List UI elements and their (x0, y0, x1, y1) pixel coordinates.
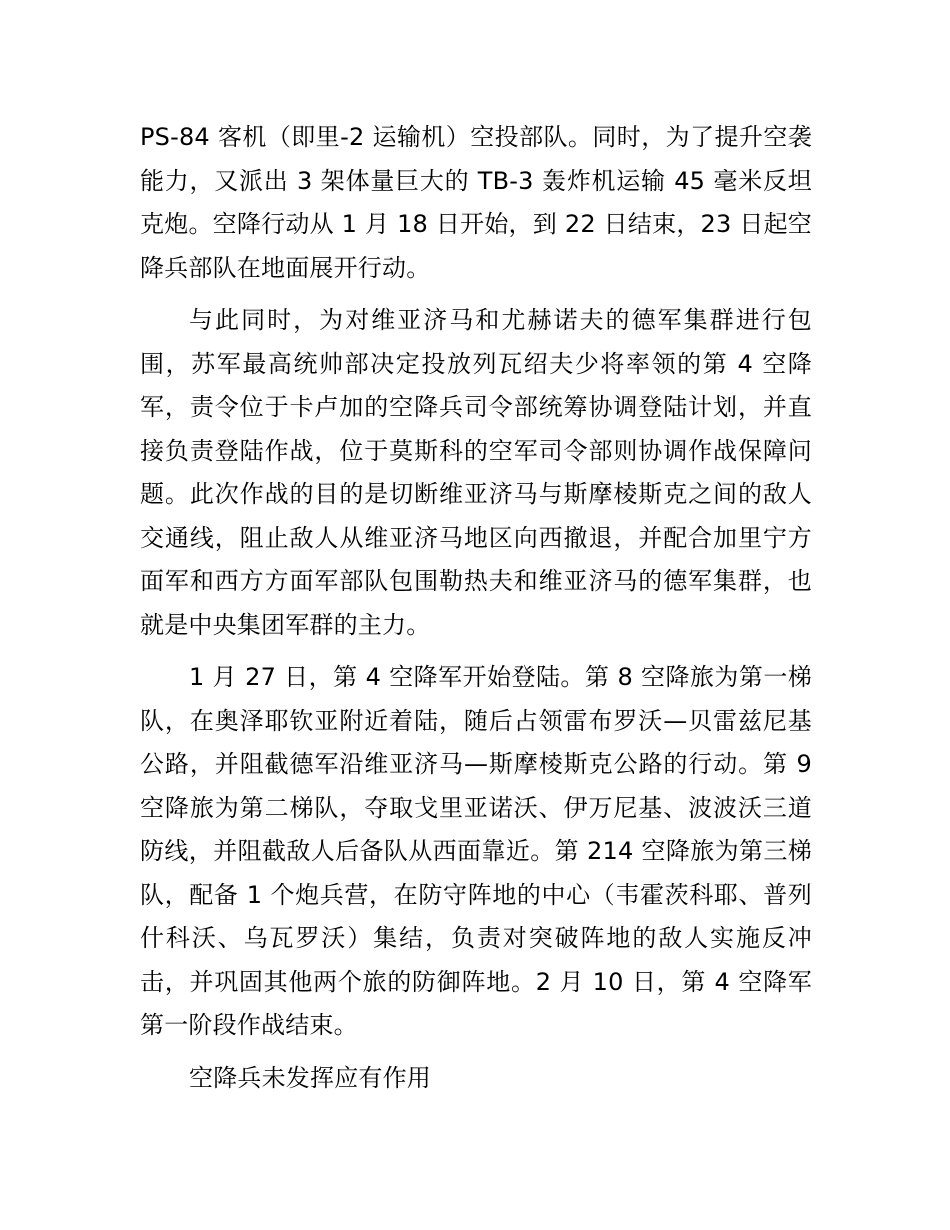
document-body (140, 116, 812, 1109)
paragraph-landing-echelons: 1 月 27 日，第 4 空降军开始登陆。第 8 空降旅为第一梯队，在奥泽耶钦亚附近着陆，随后占领雷布罗沃—贝雷兹尼基公路，并阻截德军沿维亚济马—斯摩棱斯克公路的行动。第 9 空降旅为第二梯队，夺取戈里亚诺沃、伊万尼基、波波沃三道防线，并阻截敌人后备队从西面靠近。第 214 空降旅为第三梯队，配备 1 个炮兵营，在防守阵地的中心（韦霍茨科耶、普列什科沃、乌瓦罗沃）集结，负责对突破阵地的敌人实施反冲击，并巩固其他两个旅的防御阵地。2 月 10 日，第 4 空降军第一阶段作战结束。 (140, 663, 812, 1039)
section-heading: 空降兵未发挥应有作用 (189, 1063, 431, 1092)
paragraph-airdrop-operation: PS-84 客机（即里-2 运输机）空投部队。同时，为了提升空袭能力，又派出 3 架体量巨大的 TB-3 轰炸机运输 45 毫米反坦克炮。空降行动从 1 月 18 日开始，到 22 日结束，23 日起空降兵部队在地面展开行动。 (140, 123, 812, 282)
paragraph-4th-airborne-corps-plan: 与此同时，为对维亚济马和尤赫诺夫的德军集群进行包围，苏军最高统帅部决定投放列瓦绍夫少将率领的第 4 空降军，责令位于卡卢加的空降兵司令部统筹协调登陆计划，并直接负责登陆作战，位于莫斯科的空军司令部则协调作战保障问题。此次作战的目的是切断维亚济马与斯摩棱斯克之间的敌人交通线，阻止敌人从维亚济马地区向西撤退，并配合加里宁方面军和西方方面军部队包围勒热夫和维亚济马的德军集群，也就是中央集团军群的主力。 (140, 306, 812, 639)
